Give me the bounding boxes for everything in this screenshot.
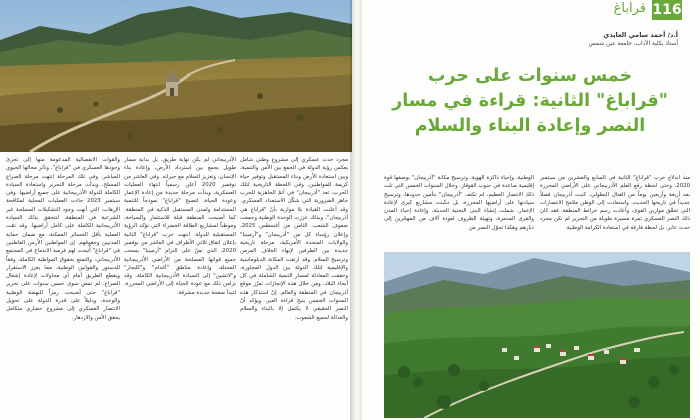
author-block [458, 30, 678, 49]
column-text: مجرد حدث عسكري إلى مشروع وطني شامل يعكس رؤية الدولة في الجمع بين الأمن والتنمية، وبين استعادة الأرض وبناء المستقبل وتوفير حياة كريمة للمواطنين. وفي اللحظة التاريخية لتلك الحرب، تعد "أذربيجان" في أتمّ الجاهزية للحرب جاهز الضرورية التي شكّل الاستعداد العسكري. وقد أعلنت القيادة بلا مواربة بأنّ "قراباغ هي أذربيجان"، وبذلك عززت الوحدة الوطنية وجمعت صفوف الشعب. الثامن من أغسطس 2025، وإعلان رؤساء كل من "أذربيجان" و"أرمينيا" والولايات المتحدة الأمريكية، مرحلة تاريخية جديدة بين الطرفين لإنهاء الخلاف المزمن وترسيخ السلام. وقد ارتقت المكانة الدبلوماسية والإقليمية لتلك الدولة بين الدول المجاورة، وحققت المعادلة لمسار التنمية الشاملة في كل أنحاء البلاد، ومن خلال هذه الإنجازات تعزّز موقع أذربيجان في المنطقة والعالم. إنّ استذكار هذه السنوات الخمس يتيح قراءة العبر، ويؤكد أنّ النصر الحقيقي لا يكتمل إلا بالبناء والسلام والعدالة لجميع الشعوب. [240, 157, 348, 321]
column-text: والقوات الانفصالية المدعومة منها إلى تجزئ وجودها العسكري في "قراباغ"، وتأثر مجالها الحيوي المباشر. وفي تلك المرحلة انتهت مرحلة الصراع المسلح، وبدأت مرحلة التحرير واستعادة السيادة الكاملة للدولة الأذربيجانية على جميع أراضيها. وفي سبتمبر 2023 جاءت العمليات المحلية لمكافحة الإرهاب، التي أنهت وجود التشكيلات المسلحة غير الشرعية في المنطقة، لتتحقق بذلك السيادة الأذربيجانية الكاملة على كامل أراضيها. وقد تمّت العملية بأقل الخسائر الممكنة، مع ضمان حماية المدنيين وحقوقهم. إن المواطنين الأرمن القاطنين في "قراباغ" أُتيحت لهم فرصة الاندماج في المجتمع الأذربيجاني، والتمتع بحقوق المواطنة الكاملة، وفقاً للدستور والقوانين الوطنية، مما يعزز الاستقرار ويقطع الطريق أمام أي محاولات لإعادة إشعال الصراع. لم تمضِ سوى خمس سنوات على تحرير "قراباغ" حتى أصبحت رمزاً للنهضة الوطنية والوحدة، ودليلاً على قدرة الدولة على تحويل الانتصار العسكري إلى مشروع حضاري متكامل يحقق الأمن والازدهار. [6, 157, 120, 321]
section-title: قراباغ [613, 1, 646, 16]
author-name: أ.د/ أحمد سامي العايدي [603, 31, 678, 39]
article-column-left-b [124, 156, 236, 420]
page-number-badge: 116 [652, 2, 682, 18]
article-column-right-a [540, 174, 690, 250]
landscape-tomb-photo [0, 0, 352, 152]
article-column-right-b [384, 174, 534, 250]
headline-line-1: خمس سنوات على حرب [427, 66, 633, 86]
article-column-left-c [6, 156, 120, 420]
mountain-village-photo [384, 252, 690, 418]
article-column-left-a [240, 156, 348, 420]
right-page [362, 0, 700, 420]
article-headline [380, 64, 680, 139]
author-affiliation: أستاذ بكلية الآداب، جامعة عين شمس [588, 41, 678, 47]
headline-line-2: "قراباغ" الثانية: قراءة في مسار [392, 91, 668, 111]
headline-line-3: النصر وإعادة البناء والسلام [414, 116, 646, 136]
column-text: منذ اندلاع حرب "قراباغ" الثانية في السابع والعشرين من سبتمبر 2020، وحتى لحظة رفع العلم الأذربيجاني على الأراضي المحررة بعد أربعة وأربعين يوماً من القتال البطولي، كتبت أذربيجان فصلاً جديداً في تاريخها الحديث، واستعادت إلى الوطن ملامح الانتصارات التي تحقّق موازين القوى، وأعادت رسم خرائط المنطقة. فقد كان ذلك النصر العسكري ثمرة مسيرة طويلة من التحرير لم تكن مجرد حدث عابر، بل لحظة فارقة في استعادة الكرامة الوطنية. [540, 175, 690, 231]
column-text: الوطنية، وإحياء ذاكرة الهوية، وترسيخ مكانة "أذربيجان" بوصفها قوة إقليمية صاعدة في جنوب القوقاز. وخلال السنوات الخمس التي تلت ذلك الانتصار العظيم، لم تكتف "أذربيجان" بتأمين حدودها، وترسيخ سيادتها على أراضيها المحررة، بل دشّنت مشاريع كبرى لإعادة الإعمار، شملت إنشاء البنى التحتية الحديثة، وإعادة إحياء المدن والقرى المدمرة، وتهيئة الظروف لعودة آلاف من المهجّرين إلى ديارهم وهكذا تحوّل النصر من [384, 175, 534, 231]
column-text: الأذربيجاني لم يكن نهاية طريق، بل بداية مسار طويل يجمع بين استرداد الأرض، وإعادة بناء الإنسان، وتعزيز السلام مع جيرانه. وفي العاشر من نوفمبر 2020 أعلن رسمياً انتهاء العمليات العسكرية، وبدأت مرحلة جديدة من إعادة الإعمار وعودة الحياة، لتصبح "قراباغ" نموذجاً للتنمية المستدامة ولمدن المستقبل الذكية في المنطقة. كما أصبحت المنطقة قبلة للاستثمار والسياحة، وموطناً لمشاريع الطاقة الخضراء التي تؤكد الرؤية المستقبلية للدولة. انتهت حرب "قراباغ" الثانية بإعلان اتفاق ثلاثي الأطراف في العاشر من نوفمبر 2020، الذي نصّ على التزام "أرمينيا" بسحب جميع قواتها المسلحة من الأراضي الأذربيجانية المحتلة، وإعادة مناطق "أغدام" و"كلبجار" و"لاتشين" إلى السيادة الأذربيجانية الكاملة. وقد تزامن ذلك مع عودة الحياة إلى الأراضي المحررة، لتبدأ صفحة جديدة مشرقة. [124, 157, 236, 296]
